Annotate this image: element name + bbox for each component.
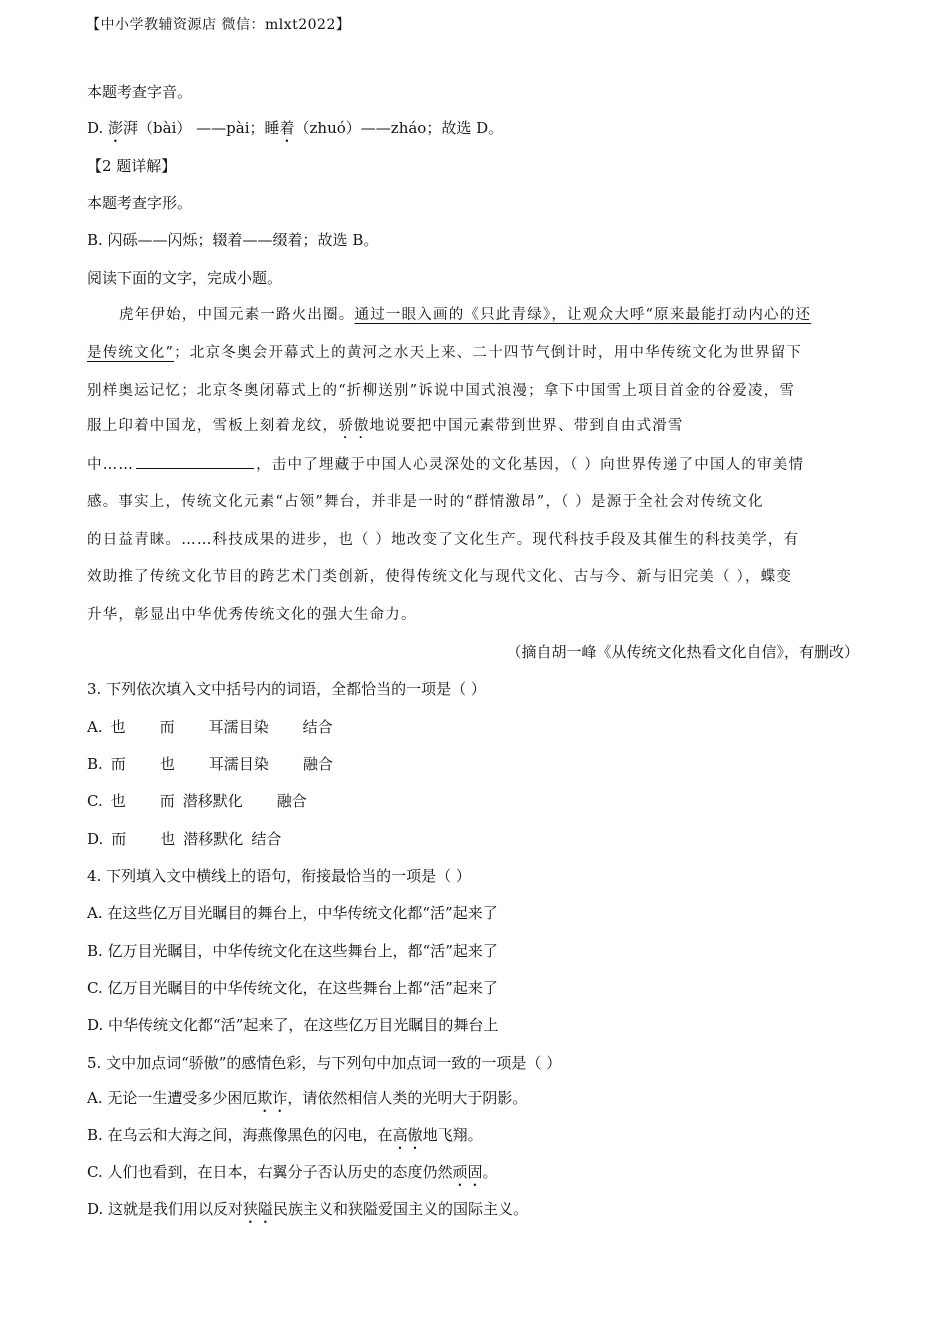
passage-line-6: 感。事实上，传统文化元素“占领”舞台，并非是一时的“群情激昂”，（ ）是源于全社会对传统文化 bbox=[87, 494, 764, 510]
emphasis-char: 骄 bbox=[338, 418, 354, 434]
passage-line-9: 升华，彰显出中华优秀传统文化的强大生命力。 bbox=[87, 607, 417, 623]
passage-source: （摘自胡一峰《从传统文化热看文化自信》，有删改） bbox=[506, 643, 859, 661]
q2-heading: 【2 题详解】 bbox=[87, 157, 177, 175]
q4-option-c: C. 亿万目光瞩目的中华传统文化，在这些舞台上都“活”起来了 bbox=[87, 979, 498, 997]
passage-line-4: 服上印着中国龙，雪板上刻着龙纹，骄傲地说要把中国元素带到世界、带到自由式滑雪 bbox=[87, 418, 684, 434]
emphasis-char: 傲 bbox=[353, 418, 370, 434]
q4-option-d: D. 中华传统文化都“活”起来了，在这些亿万目光瞩目的舞台上 bbox=[87, 1016, 499, 1034]
q3-option-c: C. 也 而 潜移默化 融合 bbox=[87, 792, 307, 810]
q4-option-a: A. 在这些亿万目光瞩目的舞台上，中华传统文化都“活”起来了 bbox=[87, 904, 498, 922]
q3-option-b: B. 而 也 耳濡目染 融合 bbox=[87, 755, 333, 773]
passage-line-5: 中…… ，击中了埋藏于中国人心灵深处的文化基因，（ ）向世界传递了中国人的审美情 bbox=[87, 454, 877, 476]
emphasis-char: 着 bbox=[279, 119, 295, 137]
passage-line-1: 虎年伊始，中国元素一路火出圈。通过一眼入画的《只此青绿》，让观众大呼“原来最能打动内心的还 bbox=[119, 307, 812, 323]
q5-option-a: A. 无论一生遭受多少困厄欺诈，请依然相信人类的光明大于阴影。 bbox=[87, 1089, 528, 1107]
underlined-sentence: 通过一眼入画的《只此青绿》，让观众大呼“原来最能打动内心的还 bbox=[354, 307, 812, 323]
q5-option-c: C. 人们也看到，在日本，右翼分子否认历史的态度仍然顽固。 bbox=[87, 1163, 498, 1181]
passage-line-7: 的日益青睐。……科技成果的进步，也（ ）地改变了文化生产。现代科技手段及其催生的科技美学，有 bbox=[87, 532, 800, 548]
q2-topic: 本题考查字形。 bbox=[87, 194, 193, 212]
q3-option-d: D. 而 也 潜移默化 结合 bbox=[87, 830, 282, 848]
q5-option-b: B. 在乌云和大海之间，海燕像黑色的闪电，在高傲地飞翔。 bbox=[87, 1126, 483, 1144]
page-header: 【中小学教辅资源店 微信：mlxt2022】 bbox=[86, 17, 351, 33]
q4-stem: 4. 下列填入文中横线上的语句，衔接最恰当的一项是（ ） bbox=[87, 867, 471, 885]
emphasis-word: 高傲 bbox=[392, 1126, 423, 1144]
underlined-sentence: 是传统文化” bbox=[87, 345, 175, 361]
emphasis-word: 狭隘 bbox=[243, 1200, 274, 1218]
reading-intro: 阅读下面的文字，完成小题。 bbox=[87, 269, 283, 287]
q3-option-a: A. 也 而 耳濡目染 结合 bbox=[87, 718, 333, 736]
passage-line-8: 效助推了传统文化节目的跨艺术门类创新，使得传统文化与现代文化、古与今、新与旧完美（ ），蝶变 bbox=[87, 569, 793, 585]
emphasis-char: 澎 bbox=[108, 119, 124, 137]
passage-line-2: 是传统文化”；北京冬奥会开幕式上的黄河之水天上来、二十四节气倒计时，用中华传统文化为世界留下 bbox=[87, 345, 803, 361]
emphasis-word: 顽固 bbox=[452, 1163, 483, 1181]
q2-answer: B. 闪砾——闪烁；辍着——缀着；故选 B。 bbox=[87, 231, 379, 249]
fill-blank-line bbox=[136, 454, 254, 469]
q1-topic: 本题考查字音。 bbox=[87, 83, 193, 101]
q1-answer: D. 澎湃（bài） ——pài；睡着（zhuó）——zháo；故选 D。 bbox=[87, 119, 504, 137]
passage-line-3: 别样奥运记忆；北京冬奥闭幕式上的“折柳送别”诉说中国式浪漫；拿下中国雪上项目首金的谷爱凌，雪 bbox=[87, 383, 796, 399]
q5-option-d: D. 这就是我们用以反对狭隘民族主义和狭隘爱国主义的国际主义。 bbox=[87, 1200, 529, 1218]
q4-option-b: B. 亿万目光瞩目，中华传统文化在这些舞台上，都“活”起来了 bbox=[87, 942, 498, 960]
emphasis-word: 欺诈 bbox=[257, 1089, 288, 1107]
q5-stem: 5. 文中加点词“骄傲”的感情色彩，与下列句中加点词一致的一项是（ ） bbox=[87, 1054, 562, 1072]
q3-stem: 3. 下列依次填入文中括号内的词语，全都恰当的一项是（ ） bbox=[87, 680, 486, 698]
